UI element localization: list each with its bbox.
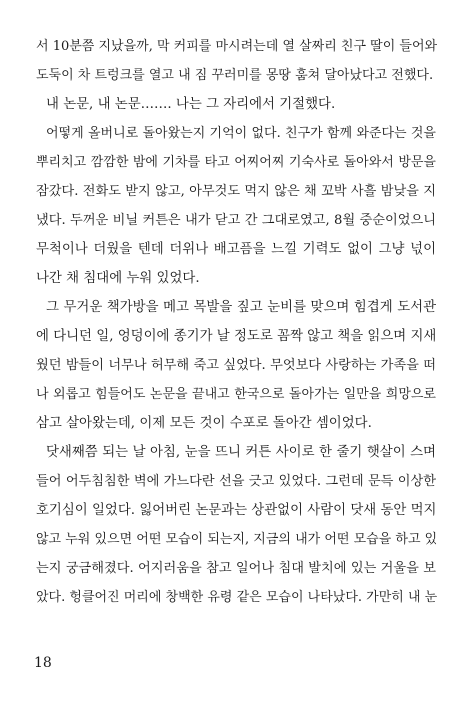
text-line-3: 내 논문, 내 논문……. 나는 그 자리에서 기절했다. bbox=[46, 97, 336, 112]
text-line-2: 도둑이 차 트렁크를 열고 내 짐 꾸러미를 몽땅 훔쳐 달아났다고 전했다. bbox=[36, 68, 434, 83]
text-line-8: 무척이나 더웠을 텐데 더위나 배고픔을 느낄 기력도 없이 그냥 넋이 bbox=[36, 242, 436, 257]
text-line-20: 았다. 헝클어진 머리에 창백한 유령 같은 모습이 나타났다. 가만히 내 눈 bbox=[36, 590, 438, 605]
page-number: 18 bbox=[34, 655, 52, 671]
text-line-7: 냈다. 두꺼운 비닐 커튼은 내가 닫고 간 그대로였고, 8월 중순이었으니 bbox=[36, 213, 436, 228]
text-line-4: 어떻게 올버니로 돌아왔는지 기억이 없다. 친구가 함께 와준다는 것을 bbox=[46, 126, 436, 141]
text-line-19: 는지 궁금해졌다. 어지러움을 참고 일어나 침대 발치에 있는 거울을 보 bbox=[36, 561, 436, 576]
text-line-9: 나간 채 침대에 누워 있었다. bbox=[36, 271, 200, 286]
text-line-18: 않고 누워 있으면 어떤 모습이 되는지, 지금의 내가 어떤 모습을 하고 있 bbox=[36, 532, 438, 547]
text-line-12: 웠던 밤들이 너무나 허무해 죽고 싶었다. 무엇보다 사랑하는 가족을 떠 bbox=[36, 358, 436, 373]
text-line-1: 서 10분쯤 지났을까, 막 커피를 마시려는데 열 살짜리 친구 딸이 들어와 bbox=[36, 39, 438, 54]
text-line-14: 삼고 살아왔는데, 이제 모든 것이 수포로 돌아간 셈이었다. bbox=[36, 416, 372, 431]
text-line-6: 잠갔다. 전화도 받지 않고, 아무것도 먹지 않은 채 꼬박 사흘 밤낮을 지 bbox=[36, 184, 436, 199]
text-line-17: 호기심이 일었다. 잃어버린 논문과는 상관없이 사람이 닷새 동안 먹지 bbox=[36, 503, 437, 518]
text-line-13: 나 외롭고 힘들어도 논문을 끝내고 한국으로 돌아가는 일만을 희망으로 bbox=[36, 387, 436, 402]
text-line-10: 그 무거운 책가방을 메고 목발을 짚고 눈비를 맞으며 힘겹게 도서관 bbox=[46, 300, 436, 315]
text-line-5: 뿌리치고 깜깜한 밤에 기차를 타고 어찌어찌 기숙사로 돌아와서 방문을 bbox=[36, 155, 436, 170]
text-line-16: 들어 어두침침한 벽에 가느다란 선을 긋고 있었다. 그런데 문득 이상한 bbox=[36, 474, 436, 489]
text-line-15: 닷새째쯤 되는 날 아침, 눈을 뜨니 커튼 사이로 한 줄기 햇살이 스며 bbox=[46, 445, 436, 460]
text-line-11: 에 다니던 일, 엉덩이에 종기가 날 정도로 꼼짝 않고 책을 읽으며 지새 bbox=[36, 329, 437, 344]
